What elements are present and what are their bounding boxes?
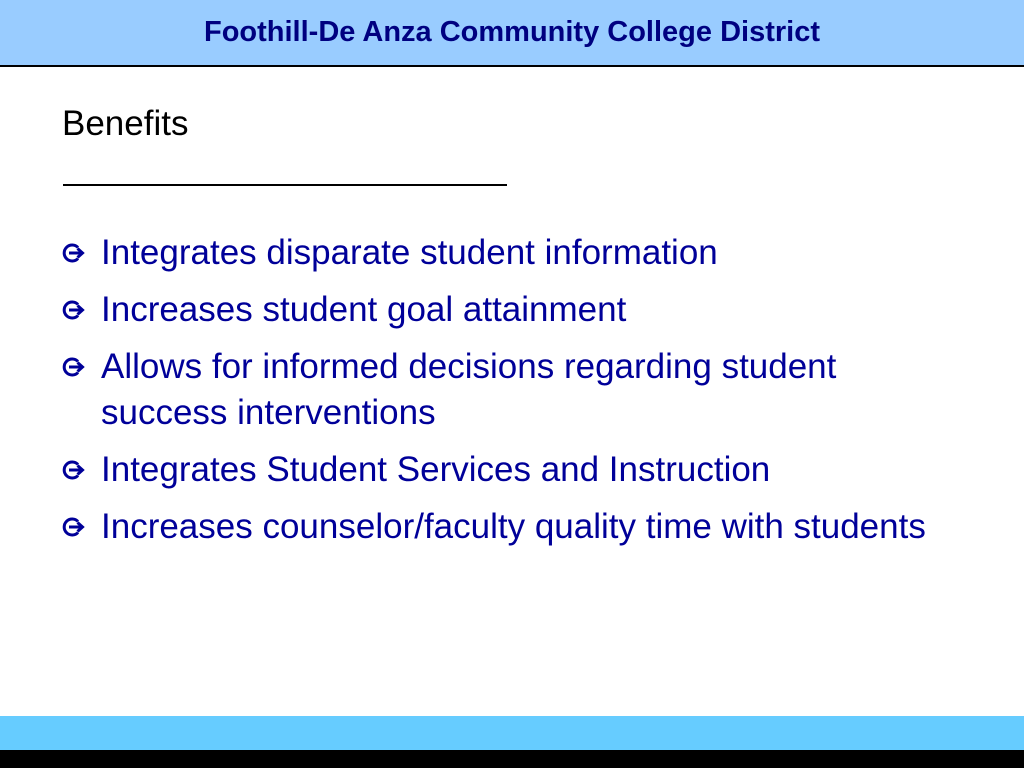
heading-underline — [63, 184, 507, 186]
bullet-item — [62, 230, 962, 276]
bullet-text: Integrates Student Services and Instruction — [101, 450, 771, 489]
arrow-right-circle-icon — [62, 344, 92, 390]
bullet-item — [62, 287, 962, 333]
arrow-right-circle-icon — [62, 504, 92, 550]
bullet-text: Increases counselor/faculty quality time with students — [101, 507, 926, 546]
bullet-text: Allows for informed decisions regarding student success interventions — [101, 347, 837, 432]
bullet-item — [62, 504, 962, 550]
bullet-item — [62, 447, 962, 493]
page-title: Foothill-De Anza Community College District — [203, 16, 820, 48]
bullet-text: Integrates disparate student information — [101, 233, 718, 272]
bullet-item — [62, 344, 962, 436]
arrow-right-circle-icon — [62, 447, 92, 493]
arrow-right-circle-icon — [62, 287, 92, 333]
section-heading: Benefits — [62, 104, 189, 143]
footer-bar — [0, 750, 1024, 768]
bullet-text: Increases student goal attainment — [101, 290, 627, 329]
header-bar — [0, 0, 1024, 67]
arrow-right-circle-icon — [62, 230, 92, 276]
bullet-list — [62, 230, 962, 561]
footer-band — [0, 716, 1024, 750]
